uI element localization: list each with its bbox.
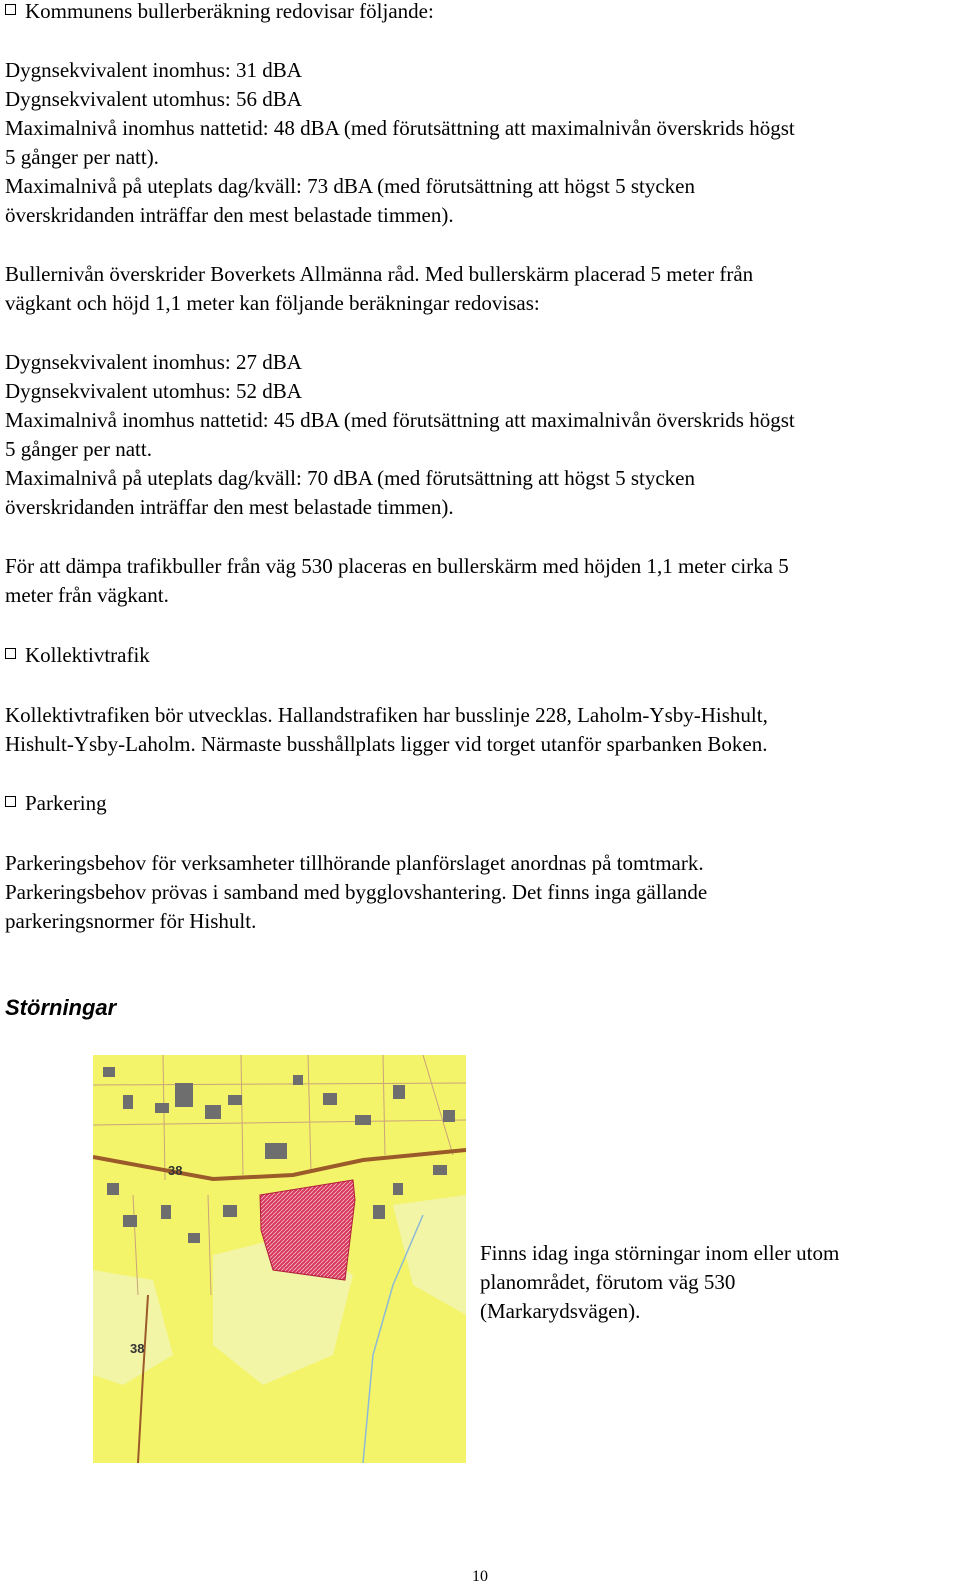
noise-after-line: Dygnsekvivalent utomhus: 52 dBA [5,379,302,403]
damp-paragraph-line: För att dämpa trafikbuller från väg 530 placeras en bullerskärm med höjden 1,1 meter cirka 5 [5,554,789,578]
bullet-icon [5,796,16,807]
bullet-text: Parkering [25,791,107,815]
boverket-paragraph-line: Bullernivån överskrider Boverkets Allmänna råd. Med bullerskärm placerad 5 meter från [5,262,754,286]
noise-before-line: 5 gånger per natt). [5,145,159,169]
map-caption [480,1239,839,1326]
noise-after-line: Dygnsekvivalent inomhus: 27 dBA [5,350,302,374]
map-road-label: 38 [168,1163,183,1178]
noise-after-line: Maximalnivå på uteplats dag/kväll: 70 dBA (med förutsättning att högst 5 stycken [5,466,695,490]
caption-line: (Markarydsvägen). [480,1299,641,1323]
kollektiv-paragraph-line: Hishult-Ysby-Laholm. Närmaste busshållplats ligger vid torget utanför sparbanken Boken. [5,732,768,756]
map-road-label: 38 [130,1341,145,1356]
site-map [93,1055,466,1463]
bullet-text: Kommunens bullerberäkning redovisar följande: [25,0,434,23]
noise-before-line: Dygnsekvivalent utomhus: 56 dBA [5,87,302,111]
map-plan-area [260,1180,355,1280]
parkering-paragraph-line: parkeringsnormer för Hishult. [5,909,257,933]
noise-after-line: överskridanden inträffar den mest belastade timmen). [5,495,454,519]
damp-paragraph-line: meter från vägkant. [5,583,169,607]
caption-line: Finns idag inga störningar inom eller utom [480,1241,840,1265]
page-number: 10 [472,1568,488,1585]
bullet-kollektivtrafik [5,641,150,670]
noise-before-line: Maximalnivå på uteplats dag/kväll: 73 dBA (med förutsättning att högst 5 stycken [5,174,695,198]
bullet-noise-calculation [5,0,434,26]
bullet-icon [5,648,16,659]
noise-before-line: Dygnsekvivalent inomhus: 31 dBA [5,58,302,82]
noise-after-line: 5 gånger per natt. [5,437,152,461]
kollektiv-paragraph-line: Kollektivtrafiken bör utvecklas. Hallandstrafiken har busslinje 228, Laholm-Ysby-Hishult, [5,703,768,727]
bullet-parkering [5,789,107,818]
bullet-text: Kollektivtrafik [25,643,150,667]
noise-before-line: överskridanden inträffar den mest belastade timmen). [5,203,454,227]
bullet-icon [5,4,16,15]
parkering-paragraph-line: Parkeringsbehov för verksamheter tillhörande planförslaget anordnas på tomtmark. [5,851,704,875]
caption-line: planområdet, förutom väg 530 [480,1270,736,1294]
noise-after-line: Maximalnivå inomhus nattetid: 45 dBA (med förutsättning att maximalnivån överskrids högst [5,408,795,432]
boverket-paragraph-line: vägkant och höjd 1,1 meter kan följande beräkningar redovisas: [5,291,540,315]
parkering-paragraph-line: Parkeringsbehov prövas i samband med bygglovshantering. Det finns inga gällande [5,880,708,904]
section-heading: Störningar [5,995,117,1020]
noise-before-line: Maximalnivå inomhus nattetid: 48 dBA (med förutsättning att maximalnivån överskrids högst [5,116,795,140]
